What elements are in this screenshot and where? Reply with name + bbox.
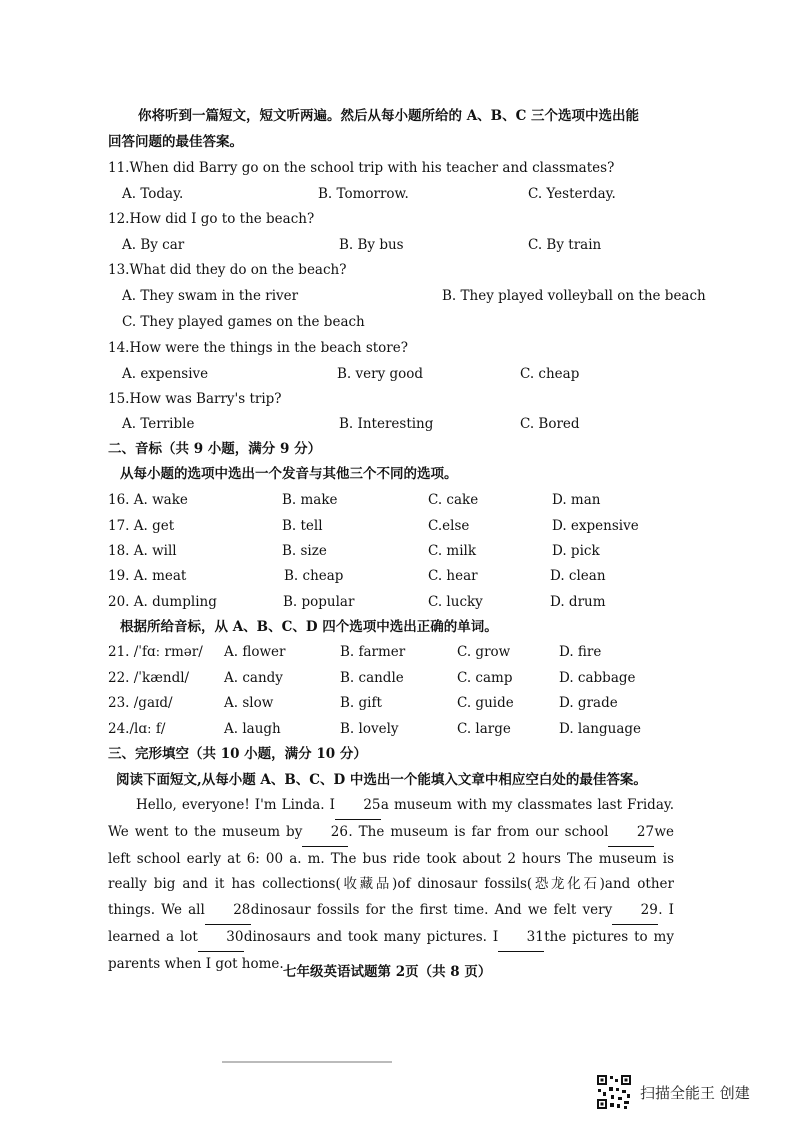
q15-option-c: C. Bored bbox=[520, 416, 580, 432]
q11-option-a: A. Today. bbox=[122, 186, 184, 202]
q17-option-b: B. tell bbox=[282, 518, 323, 534]
q22-option-b: B. candle bbox=[340, 670, 404, 686]
q11-option-b: B. Tomorrow. bbox=[318, 186, 409, 202]
question-15: 15.How was Barry's trip? bbox=[108, 391, 282, 407]
q22-option-c: C. camp bbox=[457, 670, 513, 686]
q15-option-a: A. Terrible bbox=[122, 416, 195, 432]
q19-option-a: 19. A. meat bbox=[108, 568, 187, 584]
cloze-blank-30: 30 bbox=[198, 925, 244, 952]
cloze-text: the pictures to my parents when I got home. bbox=[108, 928, 674, 972]
question-11: 11.When did Barry go on the school trip with his teacher and classmates? bbox=[108, 160, 615, 176]
q17-option-a: 17. A. get bbox=[108, 518, 175, 534]
q19-option-d: D. clean bbox=[550, 568, 606, 584]
q18-option-d: D. pick bbox=[552, 543, 600, 559]
q23-option-a: A. slow bbox=[224, 695, 274, 711]
listening-instruction-line1: 你将听到一篇短文，短文听两遍。然后从每小题所给的 A、B、C 三个选项中选出能 bbox=[138, 108, 640, 124]
cloze-passage bbox=[108, 793, 674, 978]
q15-option-b: B. Interesting bbox=[339, 416, 434, 432]
cloze-text: . The museum is far from our school bbox=[348, 823, 609, 840]
q24-option-b: B. lovely bbox=[340, 721, 399, 737]
q20-option-d: D. drum bbox=[550, 594, 606, 610]
q21-option-a: A. flower bbox=[224, 644, 286, 660]
q16-option-b: B. make bbox=[282, 492, 338, 508]
q21-option-c: C. grow bbox=[457, 644, 511, 660]
q17-option-d: D. expensive bbox=[552, 518, 639, 534]
q14-option-b: B. very good bbox=[337, 366, 424, 382]
cloze-text: dinosaur fossils for the first time. And we felt very bbox=[250, 902, 613, 919]
q14-option-c: C. cheap bbox=[520, 366, 580, 382]
q23-option-c: C. guide bbox=[457, 695, 514, 711]
cloze-text: dinosaurs and took many pictures. I bbox=[243, 928, 499, 945]
qr-code-icon bbox=[596, 1074, 632, 1110]
listening-instruction-line2: 回答问题的最佳答案。 bbox=[108, 134, 243, 150]
q18-option-c: C. milk bbox=[428, 543, 477, 559]
q21-option-d: D. fire bbox=[559, 644, 602, 660]
question-13: 13.What did they do on the beach? bbox=[108, 262, 347, 278]
q11-option-c: C. Yesterday. bbox=[528, 186, 616, 202]
q24-phonetic: 24./lɑː f/ bbox=[108, 721, 166, 737]
cloze-blank-29: 29 bbox=[612, 898, 658, 925]
q16-option-d: D. man bbox=[552, 492, 601, 508]
q13-option-a: A. They swam in the river bbox=[122, 288, 299, 304]
q20-option-c: C. lucky bbox=[428, 594, 483, 610]
q12-option-a: A. By car bbox=[122, 237, 185, 253]
cloze-blank-31: 31 bbox=[498, 925, 544, 952]
q23-phonetic: 23. /gaɪd/ bbox=[108, 695, 173, 711]
q13-option-c: C. They played games on the beach bbox=[122, 314, 365, 330]
q18-option-a: 18. A. will bbox=[108, 543, 177, 559]
q16-option-a: 16. A. wake bbox=[108, 492, 188, 508]
cloze-text: Hello, everyone! I'm Linda. I bbox=[136, 797, 335, 813]
page-footer: 七年级英语试题第 2页（共 8 页） bbox=[283, 964, 492, 980]
q24-option-a: A. laugh bbox=[224, 721, 281, 737]
q22-phonetic: 22. /ˈkændl/ bbox=[108, 670, 190, 686]
q23-option-b: B. gift bbox=[340, 695, 382, 711]
section-3-title: 三、完形填空（共 10 小题，满分 10 分） bbox=[108, 746, 367, 762]
q20-option-a: 20. A. dumpling bbox=[108, 594, 217, 610]
section-2-instruction-1: 从每小题的选项中选出一个发音与其他三个不同的选项。 bbox=[120, 466, 458, 482]
section-2-instruction-2: 根据所给音标，从 A、B、C、D 四个选项中选出正确的单词。 bbox=[120, 619, 498, 635]
scan-artifact-line bbox=[222, 1061, 392, 1063]
q12-option-b: B. By bus bbox=[339, 237, 404, 253]
q24-option-d: D. language bbox=[559, 721, 642, 737]
cloze-text: . I learned a lot bbox=[108, 902, 675, 945]
q19-option-b: B. cheap bbox=[284, 568, 344, 584]
q16-option-c: C. cake bbox=[428, 492, 479, 508]
cloze-blank-27: 27 bbox=[608, 820, 654, 847]
q17-option-c: C.else bbox=[428, 518, 470, 534]
cloze-blank-28: 28 bbox=[205, 898, 251, 925]
q24-option-c: C. large bbox=[457, 721, 511, 737]
cloze-text: we left school early at 6: 00 a. m. The bus ride took about 2 hours The museum is really big and it has collections(收藏品)of dinosaur fossils(恐龙化石)and other things. We all bbox=[108, 823, 674, 919]
q19-option-c: C. hear bbox=[428, 568, 478, 584]
scanner-watermark: 扫描全能王 创建 bbox=[640, 1084, 750, 1102]
q22-option-a: A. candy bbox=[224, 670, 283, 686]
cloze-text: a museum with my classmates last Friday. We went to the museum by bbox=[108, 797, 674, 840]
question-12: 12.How did I go to the beach? bbox=[108, 211, 315, 227]
q18-option-b: B. size bbox=[282, 543, 327, 559]
cloze-blank-25: 25 bbox=[335, 793, 381, 820]
q14-option-a: A. expensive bbox=[122, 366, 209, 382]
q21-phonetic: 21. /ˈfɑː rmər/ bbox=[108, 644, 203, 660]
cloze-blank-26: 26 bbox=[302, 820, 348, 847]
q12-option-c: C. By train bbox=[528, 237, 602, 253]
section-3-instruction: 阅读下面短文,从每小题 A、B、C、D 中选出一个能填入文章中相应空白处的最佳答案。 bbox=[116, 772, 647, 788]
q20-option-b: B. popular bbox=[283, 594, 355, 610]
q13-option-b: B. They played volleyball on the beach bbox=[442, 288, 706, 304]
q23-option-d: D. grade bbox=[559, 695, 618, 711]
section-2-title: 二、音标（共 9 小题，满分 9 分） bbox=[108, 441, 322, 457]
q21-option-b: B. farmer bbox=[340, 644, 406, 660]
question-14: 14.How were the things in the beach store? bbox=[108, 340, 408, 356]
q22-option-d: D. cabbage bbox=[559, 670, 636, 686]
